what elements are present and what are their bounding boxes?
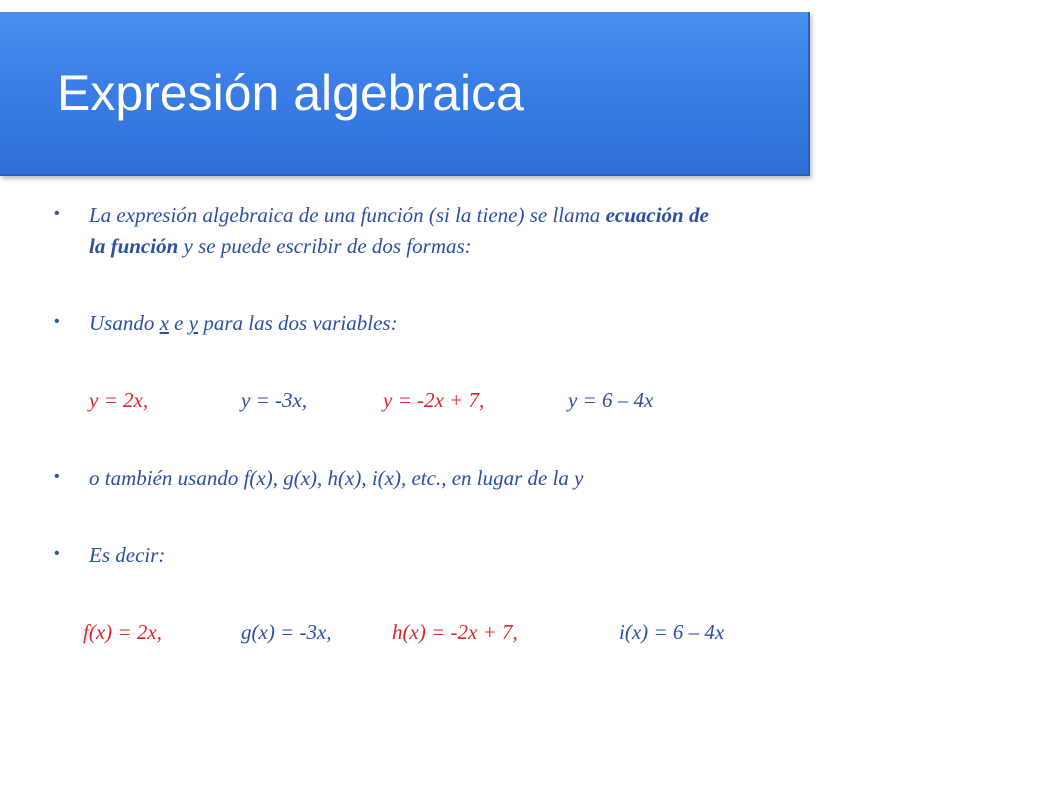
equation-y-3: y = -2x + 7, (383, 388, 485, 412)
bullet-es-decir: Es decir: (89, 543, 166, 567)
bullet-definition-line-1: La expresión algebraica de una función (si la tiene) se llama ecuación de (89, 203, 709, 227)
bullet-dot: • (54, 205, 60, 222)
bold-term: la función (89, 234, 179, 258)
bullet-definition-line-2: la función y se puede escribir de dos formas: (89, 234, 472, 258)
bullet-dot: • (54, 545, 60, 562)
bullet-dot: • (54, 468, 60, 485)
equation-f-3: h(x) = -2x + 7, (392, 620, 518, 644)
equation-y-4: y = 6 – 4x (568, 388, 654, 412)
bold-term: ecuación de (605, 203, 709, 227)
bullet-variables: Usando x e y para las dos variables: (89, 311, 398, 335)
equation-f-4: i(x) = 6 – 4x (619, 620, 725, 644)
equation-y-2: y = -3x, (241, 388, 308, 412)
bullet-dot: • (54, 313, 60, 330)
equation-y-1: y = 2x, (89, 388, 149, 412)
equation-f-2: g(x) = -3x, (241, 620, 332, 644)
equation-f-1: f(x) = 2x, (83, 620, 162, 644)
bullet-function-notation: o también usando f(x), g(x), h(x), i(x), etc., en lugar de la y (89, 466, 584, 490)
slide-title: Expresión algebraica (57, 65, 524, 121)
